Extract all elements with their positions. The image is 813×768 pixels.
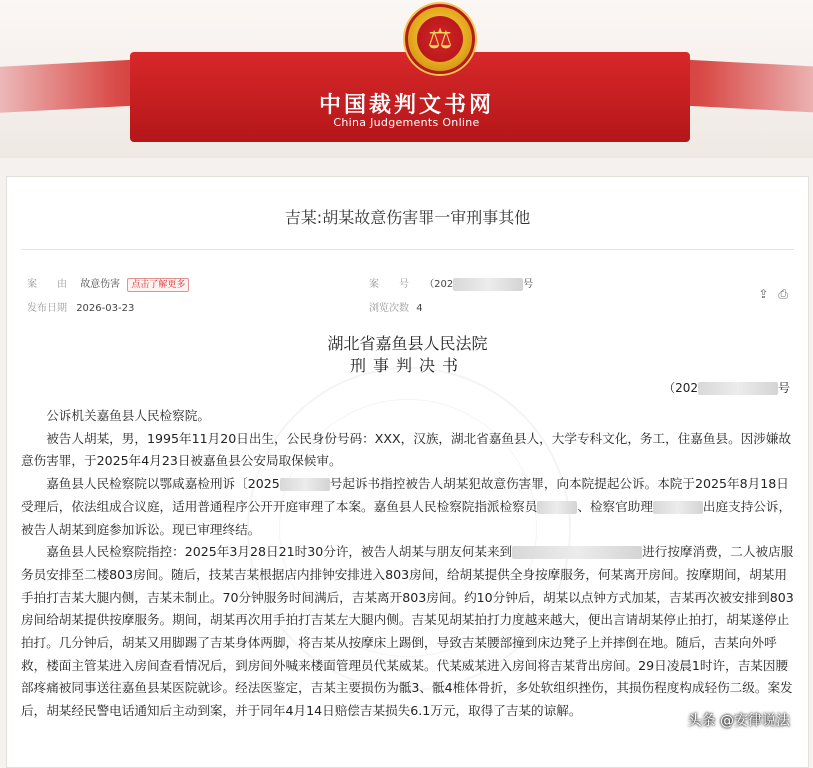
judgment-body (21, 405, 796, 723)
paragraph-prosecutor: 公诉机关嘉鱼县人民检察院。 (46, 408, 210, 423)
paragraph-text: 嘉鱼县人民检察院指控：2025年3月28日21时30分许，被告人胡某与朋友何某来到 (46, 544, 513, 560)
document-tools (753, 287, 789, 302)
redacted-block (653, 501, 703, 514)
case-number (663, 379, 790, 396)
paragraph-procedure (21, 473, 796, 541)
publish-label: 发布日期 (27, 303, 67, 314)
views-label: 浏览次数 (369, 303, 409, 314)
case-no-meta (369, 275, 533, 291)
paragraph-text: 经民警电话通知后主动到案，并于同年4月14日赔偿吉某损失6.1万元，取得了吉某的谅解。 (71, 703, 582, 719)
title-divider (21, 249, 794, 250)
court-name: 湖北省嘉鱼县人民法院 (327, 334, 488, 353)
views-count: 4 (416, 303, 423, 314)
redacted-block (512, 546, 642, 559)
case-no-prefix: （202 (424, 279, 454, 290)
case-number-prefix: （202 (663, 381, 698, 395)
cause-meta (27, 275, 189, 292)
publish-date: 2026-03-23 (76, 303, 135, 314)
print-icon[interactable]: ⎙ (778, 287, 788, 301)
paragraph-defendant: 被告人胡某，男，1995年11月20日出生，公民身份号码：XXX，汉族，湖北省嘉鱼县人，大学专科文化，务工，住嘉鱼县。因涉嫌故意伤害罪，于2025年4月23日被嘉鱼县公安局取保候审。 (21, 430, 792, 469)
redacted-block (537, 501, 577, 514)
source-watermark: 头条 @安律说法 (687, 713, 790, 729)
publish-meta (27, 299, 134, 314)
case-no-suffix: 号 (523, 279, 534, 290)
share-icon[interactable]: ⇪ (758, 287, 769, 301)
paragraph-text: 进行按摩消费，二人被店服务员安排至二楼803房间。随后，技某吉某根据店内排钟安排进入803房间，给胡某提供全身按摩服务，何某离开房间。按摩期间，胡某用手拍打吉某大腿内侧，吉某未制止。70分钟服务时间满后，吉某离开803房间。约10分钟后，胡某以点钟方式加某，吉某再次被安排到803房间给胡某提供按摩服务。期间，胡某再次用手拍打吉某左大腿内侧。吉某见胡某拍打力度越来越大，便出言请胡某停止拍打，胡某遂停止拍打。几分钟后，胡某又用脚踢了吉某身体两脚，将吉某从按摩床上踢倒，导致吉某腰部撞到床边凳子上并摔倒在地。随后，吉某向外呼救，楼面主管某进入房间查看情况后，到房间外喊来楼面管理员代某威某。代某威某进入房间将吉某背出房间。29日凌晨1时许，吉某因腰部疼痛被同事送往嘉鱼县某医院就诊。经法医鉴定，吉某主要损伤为骶3、骶4椎体骨折，多处软组织挫伤，其损伤程度构成轻伤二级。案发后，胡某 (21, 544, 794, 719)
judgment-type: 刑事判决书 (349, 356, 465, 375)
document-title: 吉某:胡某故意伤害罪一审刑事其他 (284, 208, 531, 227)
case-no-label: 案 号 (369, 279, 409, 290)
site-header (0, 0, 813, 158)
site-title[interactable]: 中国裁判文书网 (318, 93, 494, 118)
scales-icon: ⚖ (417, 16, 463, 62)
case-number-suffix: 号 (777, 381, 790, 395)
paragraph-text: 嘉鱼县人民检察院以鄂咸嘉检刑诉〔2025 (46, 476, 280, 492)
paragraph-text: 出庭支持公诉，被告人胡某到庭参加诉讼。现已审理终结。 (21, 498, 792, 537)
cause-value: 故意伤害 (80, 279, 121, 290)
document-card (6, 176, 809, 768)
redacted-block (280, 478, 330, 491)
site-subtitle: China Judgements Online (333, 116, 480, 129)
paragraph-text: 号起诉书指控被告人胡某犯故意伤害罪，向本院提起公诉。本院于2025年8月18日受理后，依法组成合议庭，适用普通程序公开开庭审理了本案。嘉鱼县人民检察院指派检察员 (21, 476, 789, 514)
redacted-block (698, 382, 778, 395)
learn-more-button[interactable]: 点击了解更多 (127, 278, 189, 292)
paragraph-charges (21, 541, 796, 723)
court-emblem-icon (405, 4, 475, 74)
views-meta (369, 299, 423, 314)
paragraph-text: 、检察官助理 (577, 498, 653, 514)
cause-label: 案 由 (27, 279, 67, 290)
redacted-block (453, 278, 523, 291)
